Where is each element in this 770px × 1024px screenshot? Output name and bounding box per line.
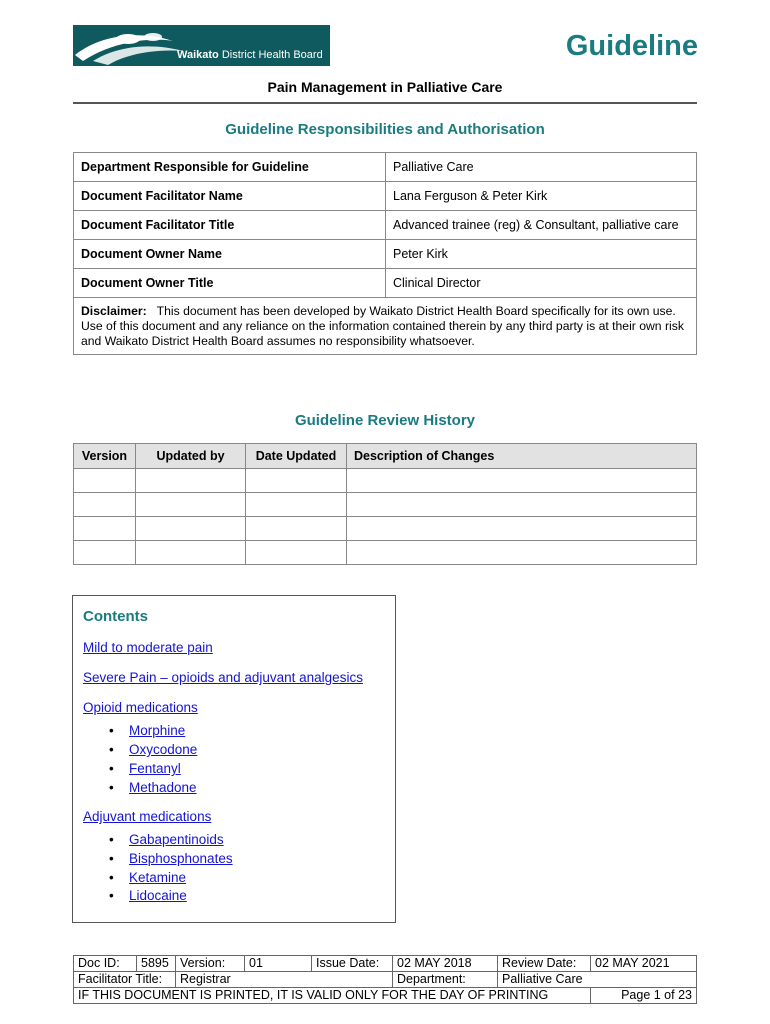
responsibilities-heading: Guideline Responsibilities and Authorisation [225, 121, 545, 138]
column-header-description: Description of Changes [347, 444, 697, 469]
bullet-icon: • [109, 761, 114, 776]
review-history-heading: Guideline Review History [294, 412, 476, 429]
footer-row [74, 972, 697, 988]
row-value: Clinical Director [386, 269, 697, 298]
list-item [109, 870, 186, 885]
contents-box [72, 595, 396, 923]
bullet-icon: • [109, 723, 114, 738]
row-label: Department Responsible for Guideline [74, 153, 386, 182]
row-value: Advanced trainee (reg) & Consultant, palliative care [386, 211, 697, 240]
column-header-updated-by: Updated by [136, 444, 246, 469]
version-label: Version: [176, 956, 245, 972]
toc-link-mild-pain[interactable]: Mild to moderate pain [83, 640, 213, 655]
list-item [109, 888, 187, 903]
row-label: Document Facilitator Name [74, 182, 386, 211]
toc-link-ketamine[interactable]: Ketamine [129, 870, 187, 885]
doc-id-label: Doc ID: [74, 956, 137, 972]
table-row [74, 517, 697, 541]
bullet-icon: • [109, 870, 114, 885]
table-header-row [74, 444, 697, 469]
review-history-table [73, 443, 697, 565]
issue-date-label: Issue Date: [312, 956, 393, 972]
list-item [109, 761, 181, 776]
toc-link-bisphosphonates[interactable]: Bisphosphonates [129, 851, 233, 866]
table-row [74, 298, 697, 355]
bullet-icon: • [109, 888, 114, 903]
toc-link-opioid-medications[interactable]: Opioid medications [83, 700, 198, 715]
facilitator-title-value: Registrar [176, 972, 393, 988]
toc-link-gabapentinoids[interactable]: Gabapentinoids [129, 832, 224, 847]
row-label: Document Owner Title [74, 269, 386, 298]
version-value: 01 [245, 956, 312, 972]
bullet-icon: • [109, 851, 114, 866]
toc-link-severe-pain[interactable]: Severe Pain – opioids and adjuvant analgesics [83, 670, 363, 685]
review-date-value: 02 MAY 2021 [591, 956, 697, 972]
page-title: Pain Management in Palliative Care [267, 79, 503, 95]
list-item [109, 742, 197, 757]
list-item [109, 780, 197, 795]
facilitator-title-label: Facilitator Title: [74, 972, 176, 988]
bullet-icon: • [109, 780, 114, 795]
table-row [74, 493, 697, 517]
toc-link-methadone[interactable]: Methadone [129, 780, 197, 795]
contents-heading: Contents [83, 608, 148, 625]
dhb-logo [73, 25, 330, 66]
toc-link-fentanyl[interactable]: Fentanyl [129, 761, 181, 776]
list-item [109, 723, 185, 738]
toc-link-adjuvant-medications[interactable]: Adjuvant medications [83, 809, 212, 824]
table-row [74, 153, 697, 182]
disclaimer-label: Disclaimer: [81, 303, 147, 318]
column-header-date-updated: Date Updated [246, 444, 347, 469]
bullet-icon: • [109, 742, 114, 757]
department-value: Palliative Care [498, 972, 697, 988]
doc-id-value: 5895 [137, 956, 176, 972]
footer-table [73, 955, 697, 1004]
table-row [74, 211, 697, 240]
print-notice: IF THIS DOCUMENT IS PRINTED, IT IS VALID ONLY FOR THE DAY OF PRINTING [74, 988, 591, 1004]
toc-link-oxycodone[interactable]: Oxycodone [129, 742, 198, 757]
document-type: Guideline [565, 30, 698, 62]
department-label: Department: [393, 972, 498, 988]
table-row [74, 182, 697, 211]
logo-text: Waikato District Health Board [177, 49, 323, 61]
table-row [74, 269, 697, 298]
table-row [74, 240, 697, 269]
bullet-icon: • [109, 832, 114, 847]
row-label: Document Owner Name [74, 240, 386, 269]
footer-row [74, 988, 697, 1004]
row-value: Peter Kirk [386, 240, 697, 269]
toc-link-morphine[interactable]: Morphine [129, 723, 186, 738]
responsibilities-table [73, 152, 697, 355]
disclaimer-text: This document has been developed by Waikato District Health Board specifically for its own use. Use of this document and any reliance on the information contained therein by any third party is at their own risk and Waikato District Health Board assumes no responsibility whatsoever. [81, 303, 684, 348]
table-row [74, 469, 697, 493]
table-row [74, 541, 697, 565]
row-value: Lana Ferguson & Peter Kirk [386, 182, 697, 211]
issue-date-value: 02 MAY 2018 [393, 956, 498, 972]
disclaimer [74, 298, 697, 355]
column-header-version: Version [74, 444, 136, 469]
row-value: Palliative Care [386, 153, 697, 182]
page-number: Page 1 of 23 [591, 988, 697, 1004]
list-item [109, 851, 233, 866]
toc-link-lidocaine[interactable]: Lidocaine [129, 888, 187, 903]
review-date-label: Review Date: [498, 956, 591, 972]
row-label: Document Facilitator Title [74, 211, 386, 240]
header-divider [73, 102, 697, 104]
list-item [109, 832, 224, 847]
footer-row [74, 956, 697, 972]
